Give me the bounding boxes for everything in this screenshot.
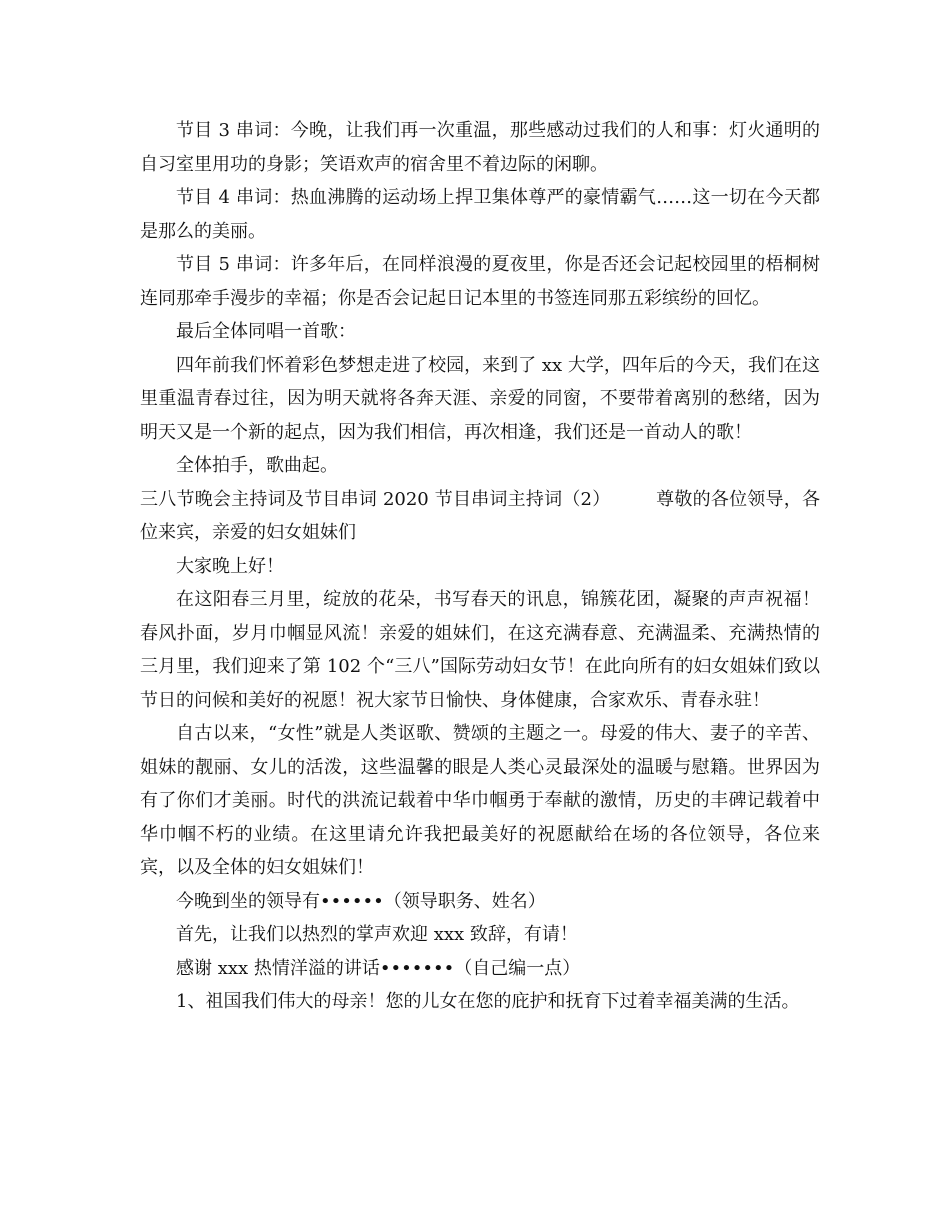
paragraph-clap: 全体拍手，歌曲起。 [176, 455, 338, 476]
paragraph-welcome: 首先，让我们以热烈的掌声欢迎 xxx 致辞，有请！ [176, 924, 578, 945]
paragraph-women: 自古以来，“女性”就是人类讴歌、赞颂的主题之一。母爱的伟大、妻子的辛苦、姐妹的靓丽、女儿的活泼，这些温馨的眼是人类心灵最深处的温暖与慰籍。世界因为有了你们才美丽。时代的洪流记载着中华巾帼勇于奉献的激情，历史的丰碑记载着中华巾帼不朽的业绩。在这里请允许我把最美好的祝愿献给在场的各位领导，各位来宾，以及全体的妇女姐妹们！ [140, 723, 820, 878]
paragraph-motherland: 1、祖国我们伟大的母亲！您的儿女在您的庇护和抚育下过着幸福美满的生活。 [176, 991, 800, 1012]
paragraph-program-5: 节目 5 串词：许多年后，在同样浪漫的夏夜里，你是否还会记起校园里的梧桐树连同那牵手漫步的幸福；你是否会记起日记本里的书签连同那五彩缤纷的回忆。 [140, 254, 820, 309]
paragraph-four-years: 四年前我们怀着彩色梦想走进了校园，来到了 xx 大学，四年后的今天，我们在这里重温青春过往，因为明天就将各奔天涯、亲爱的同窗，不要带着离别的愁绪，因为明天又是一个新的起点，因为我们相信，再次相逢，我们还是一首动人的歌！ [140, 354, 820, 443]
paragraph-spring: 在这阳春三月里，绽放的花朵，书写春天的讯息，锦簇花团，凝聚的声声祝福！春风扑面，岁月巾帼显风流！亲爱的姐妹们，在这充满春意、充满温柔、充满热情的三月里，我们迎来了第 102 个“三八”国际劳动妇女节！在此向所有的妇女姐妹们致以节日的问候和美好的祝愿！祝大家节日愉快、身体健康，合家欢乐、青春永驻！ [140, 589, 820, 711]
paragraph-program-4: 节目 4 串词：热血沸腾的运动场上捍卫集体尊严的豪情霸气……这一切在今天都是那么的美丽。 [140, 187, 820, 242]
paragraph-program-3: 节目 3 串词：今晚，让我们再一次重温，那些感动过我们的人和事：灯火通明的自习室里用功的身影；笑语欢声的宿舍里不着边际的闲聊。 [140, 120, 820, 175]
document-body [140, 114, 820, 1019]
paragraph-greeting: 大家晚上好！ [176, 555, 284, 577]
paragraph-thanks: 感谢 xxx 热情洋溢的讲话•••••••（自己编一点） [176, 957, 581, 979]
paragraph-leaders: 今晚到坐的领导有••••••（领导职务、姓名） [176, 890, 546, 912]
paragraph-final-song: 最后全体同唱一首歌： [176, 321, 356, 342]
section-heading: 三八节晚会主持词及节目串词 2020 节目串词主持词（2） 尊敬的各位领导，各位来宾，亲爱的妇女姐妹们 [140, 488, 820, 543]
